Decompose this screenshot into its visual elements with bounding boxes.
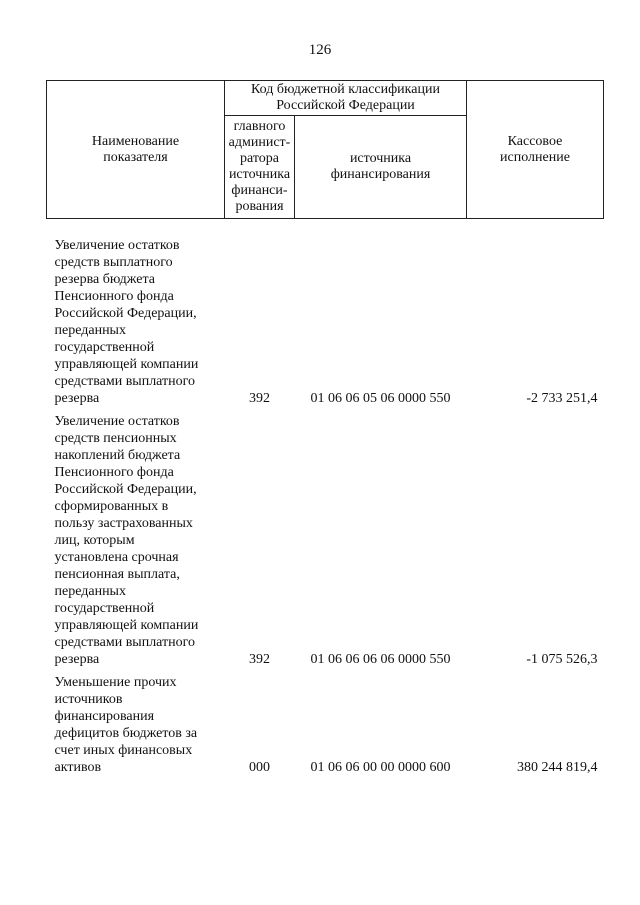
header-indicator-name: Наименование показателя bbox=[47, 81, 225, 219]
table-row bbox=[47, 413, 604, 674]
header-chief-administrator: главного админист- ратора источника финанси- рования bbox=[225, 116, 295, 219]
page-number: 126 bbox=[308, 42, 332, 58]
administrator-code: 000 bbox=[249, 760, 270, 775]
indicator-name: Увеличение остатков средств выплатного резерва бюджета Пенсионного фонда Российской Федерации, переданных государственной управляющей компании средствами выплатного резерва bbox=[54, 238, 199, 406]
administrator-code: 392 bbox=[249, 391, 270, 406]
indicator-name: Увеличение остатков средств пенсионных накоплений бюджета Пенсионного фонда Российской Федерации, сформированных в пользу застрахованных лиц, которым установлена срочная пенсионная выплата, переданных государственной управляющей компании средствами выплатного резерва bbox=[54, 414, 199, 667]
budget-sources-table bbox=[46, 80, 604, 782]
source-code: 01 06 06 05 06 0000 550 bbox=[310, 391, 451, 406]
indicator-name: Уменьшение прочих источников финансирования дефицитов бюджетов за счет иных финансовых активов bbox=[54, 675, 198, 775]
header-financing-source: источника финансирования bbox=[295, 116, 467, 219]
header-kbk-group: Код бюджетной классификации Российской Федерации bbox=[225, 81, 467, 116]
cash-execution-amount: 380 244 819,4 bbox=[517, 760, 598, 775]
cash-execution-amount: -1 075 526,3 bbox=[526, 652, 598, 667]
table-row bbox=[47, 674, 604, 782]
source-code: 01 06 06 06 06 0000 550 bbox=[310, 652, 451, 667]
administrator-code: 392 bbox=[249, 652, 270, 667]
source-code: 01 06 06 00 00 0000 600 bbox=[310, 760, 451, 775]
table-row bbox=[47, 237, 604, 413]
cash-execution-amount: -2 733 251,4 bbox=[526, 391, 598, 406]
header-cash-execution: Кассовое исполнение bbox=[467, 81, 604, 219]
